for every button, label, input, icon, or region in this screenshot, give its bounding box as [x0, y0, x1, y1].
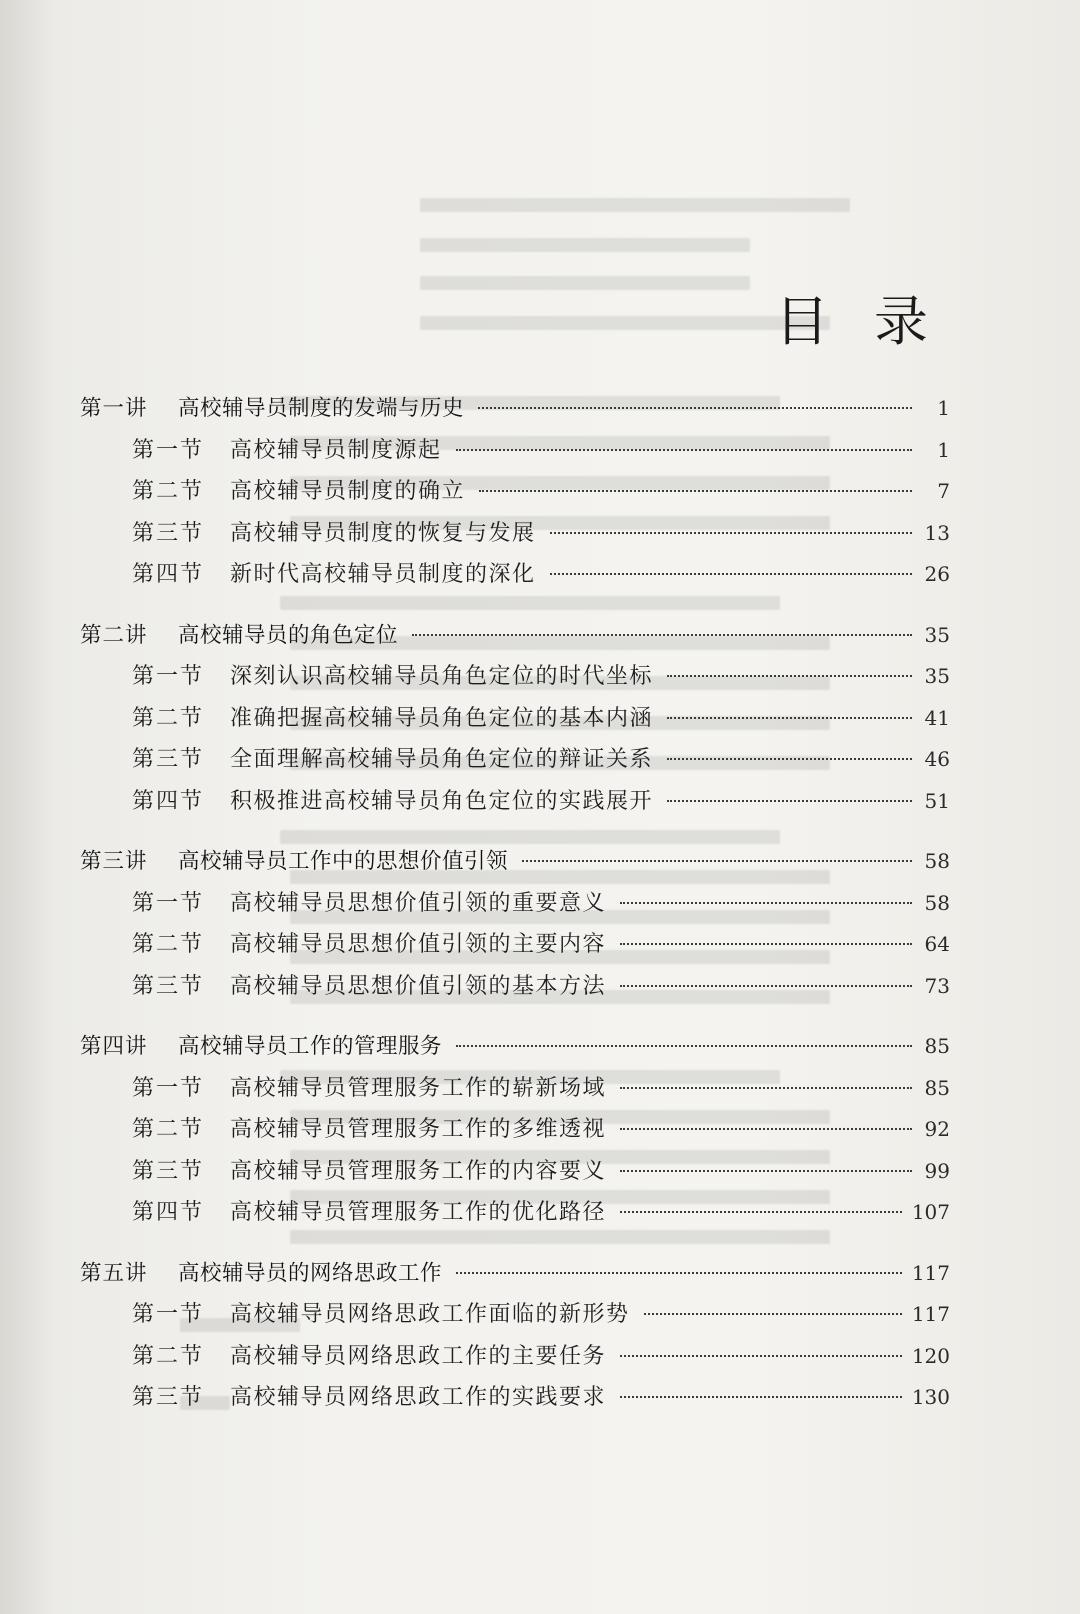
section-label: 第二节: [132, 932, 205, 957]
section-label: 第三节: [132, 520, 205, 546]
chapter-label: 第五讲: [80, 1260, 148, 1286]
dot-leader: [456, 449, 912, 451]
section-page-number: 46: [924, 747, 950, 771]
chapter-page-number: 117: [911, 1260, 950, 1285]
section-entry[interactable]: [80, 698, 950, 740]
section-entry[interactable]: [80, 430, 950, 472]
dot-leader: [522, 860, 912, 862]
section-title: 高校辅导员制度源起: [230, 437, 442, 463]
dot-leader: [620, 1170, 912, 1172]
section-page-number: 7: [937, 479, 950, 503]
section-entry[interactable]: [80, 1192, 950, 1234]
section-label: 第一节: [132, 437, 205, 463]
section-label: 第一节: [132, 1302, 205, 1327]
chapter-page-number: 35: [924, 622, 950, 647]
chapter-entry[interactable]: [80, 841, 950, 883]
dot-leader: [620, 1087, 912, 1089]
dot-leader: [456, 1045, 912, 1047]
dot-leader: [620, 943, 912, 945]
section-title: 全面理解高校辅导员角色定位的辩证关系: [230, 747, 654, 772]
chapter-title: 高校辅导员制度的发端与历史: [178, 396, 465, 421]
section-title: 高校辅导员网络思政工作的实践要求: [230, 1385, 607, 1410]
section-label: 第二节: [132, 705, 205, 731]
section-title: 高校辅导员管理服务工作的多维透视: [230, 1117, 607, 1142]
section-page-number: 26: [924, 562, 950, 586]
section-entry[interactable]: [80, 1336, 950, 1378]
chapter-label: 第一讲: [80, 396, 148, 421]
section-title: 新时代高校辅导员制度的深化: [230, 562, 536, 587]
chapter-page-number: 85: [924, 1034, 950, 1058]
section-entry[interactable]: [80, 781, 950, 823]
dot-leader: [479, 490, 912, 492]
chapter-block: [80, 1026, 950, 1234]
section-title: 高校辅导员网络思政工作的主要任务: [230, 1343, 607, 1369]
dot-leader: [550, 573, 912, 575]
section-title: 高校辅导员思想价值引领的重要意义: [230, 890, 607, 916]
section-label: 第三节: [132, 1158, 205, 1184]
chapter-label: 第二讲: [80, 622, 148, 648]
section-label: 第四节: [132, 788, 205, 814]
chapter-block: [80, 1253, 950, 1419]
dot-leader: [620, 985, 912, 987]
section-entry[interactable]: [80, 1109, 950, 1151]
dot-leader: [456, 1272, 902, 1274]
section-page-number: 117: [911, 1302, 950, 1326]
chapter-entry[interactable]: [80, 615, 950, 657]
section-label: 第二节: [132, 1343, 205, 1369]
dot-leader: [667, 675, 912, 677]
dot-leader: [412, 634, 912, 636]
section-page-number: 92: [924, 1117, 950, 1141]
section-title: 高校辅导员网络思政工作面临的新形势: [230, 1302, 630, 1327]
section-page-number: 35: [924, 664, 950, 688]
section-entry[interactable]: [80, 554, 950, 596]
section-entry[interactable]: [80, 924, 950, 966]
section-page-number: 41: [924, 705, 950, 730]
section-title: 高校辅导员管理服务工作的内容要义: [230, 1158, 607, 1184]
section-title: 积极推进高校辅导员角色定位的实践展开: [230, 788, 654, 814]
section-title: 准确把握高校辅导员角色定位的基本内涵: [230, 705, 654, 731]
section-title: 高校辅导员思想价值引领的主要内容: [230, 932, 607, 957]
section-entry[interactable]: [80, 883, 950, 925]
section-title: 高校辅导员思想价值引领的基本方法: [230, 973, 607, 999]
dot-leader: [620, 1396, 902, 1398]
section-entry[interactable]: [80, 1377, 950, 1419]
section-page-number: 1: [937, 437, 950, 462]
section-label: 第一节: [132, 890, 205, 916]
section-label: 第一节: [132, 664, 205, 689]
chapter-entry[interactable]: [80, 388, 950, 430]
section-entry[interactable]: [80, 1068, 950, 1110]
section-page-number: 85: [924, 1075, 950, 1100]
section-entry[interactable]: [80, 966, 950, 1008]
dot-leader: [550, 532, 912, 534]
chapter-title: 高校辅导员的网络思政工作: [178, 1260, 443, 1286]
page-title: 目 录: [774, 290, 942, 354]
section-title: 高校辅导员制度的恢复与发展: [230, 520, 536, 546]
dot-leader: [478, 407, 912, 409]
dot-leader: [667, 758, 912, 760]
section-label: 第二节: [132, 479, 205, 504]
section-entry[interactable]: [80, 471, 950, 513]
chapter-block: [80, 388, 950, 596]
chapter-entry[interactable]: [80, 1026, 950, 1068]
section-label: 第四节: [132, 562, 205, 587]
chapter-page-number: 1: [937, 396, 950, 420]
section-page-number: 13: [924, 520, 950, 545]
section-label: 第三节: [132, 747, 205, 772]
section-label: 第四节: [132, 1200, 205, 1225]
section-entry[interactable]: [80, 513, 950, 555]
section-title: 高校辅导员管理服务工作的优化路径: [230, 1200, 607, 1225]
section-entry[interactable]: [80, 656, 950, 698]
chapter-block: [80, 615, 950, 823]
section-title: 深刻认识高校辅导员角色定位的时代坐标: [230, 664, 654, 689]
section-label: 第三节: [132, 1385, 205, 1410]
dot-leader: [644, 1313, 902, 1315]
section-page-number: 120: [911, 1343, 950, 1368]
section-page-number: 58: [924, 890, 950, 915]
dot-leader: [667, 717, 912, 719]
chapter-page-number: 58: [924, 849, 950, 873]
chapter-entry[interactable]: [80, 1253, 950, 1295]
chapter-label: 第三讲: [80, 849, 148, 874]
chapter-title: 高校辅导员工作的管理服务: [178, 1034, 443, 1059]
section-entry[interactable]: [80, 1294, 950, 1336]
dot-leader: [620, 902, 912, 904]
chapter-title: 高校辅导员的角色定位: [178, 622, 399, 648]
dot-leader: [620, 1211, 902, 1213]
dot-leader: [620, 1355, 902, 1357]
chapter-title: 高校辅导员工作中的思想价值引领: [178, 849, 509, 874]
section-page-number: 73: [924, 973, 950, 998]
section-title: 高校辅导员管理服务工作的崭新场域: [230, 1075, 607, 1101]
dot-leader: [667, 800, 912, 802]
chapter-label: 第四讲: [80, 1034, 148, 1059]
section-page-number: 130: [911, 1385, 950, 1409]
section-title: 高校辅导员制度的确立: [230, 479, 466, 504]
section-entry[interactable]: [80, 1151, 950, 1193]
section-page-number: 107: [911, 1200, 950, 1224]
section-page-number: 99: [924, 1158, 950, 1183]
section-entry[interactable]: [80, 739, 950, 781]
chapter-block: [80, 841, 950, 1007]
table-of-contents: [80, 388, 950, 1438]
section-page-number: 64: [924, 932, 950, 956]
dot-leader: [620, 1128, 912, 1130]
section-label: 第三节: [132, 973, 205, 999]
section-page-number: 51: [924, 788, 950, 813]
section-label: 第一节: [132, 1075, 205, 1101]
section-label: 第二节: [132, 1117, 205, 1142]
